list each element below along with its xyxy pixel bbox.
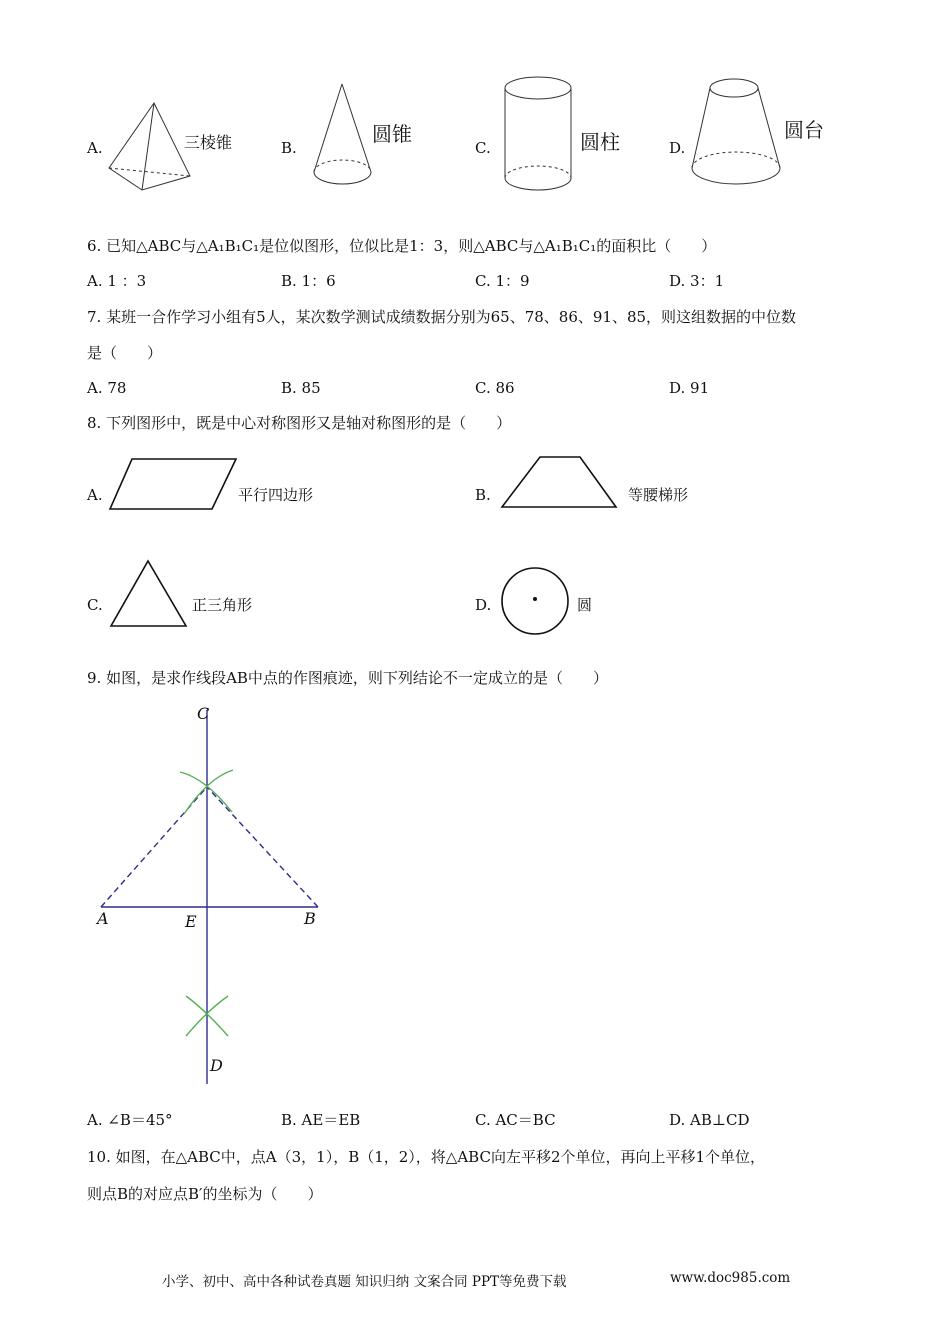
point-c-label: C [197,704,210,723]
q8-option-a-letter: A. [87,486,103,504]
q5-option-a-letter: A. [87,139,103,157]
q8-option-c-label: 正三角形 [192,596,253,614]
q9-option-c: C. AC＝BC [475,1111,556,1129]
q9-option-a: A. ∠B＝45° [87,1111,173,1129]
point-a-label: A [97,909,109,928]
point-b-label: B [304,909,316,928]
q8-option-d-letter: D. [475,596,492,614]
q8-option-c-letter: C. [87,596,103,614]
parallelogram-figure [108,456,240,514]
q6-option-b: B. 1：6 [281,272,336,290]
circle-figure [498,566,574,638]
footer-url-link[interactable]: www.doc985.com [670,1270,791,1286]
q7-option-c: C. 86 [475,379,515,397]
q8-option-a-label: 平行四边形 [238,486,314,504]
equilateral-triangle-figure [108,558,190,630]
point-e-label: E [185,912,197,931]
q8-option-b-letter: B. [475,486,491,504]
q10-text-line2: 则点B的对应点B′的坐标为（ ） [87,1185,323,1203]
q5-option-b-letter: B. [281,139,297,157]
q7-text-line1: 7. 某班一合作学习小组有5人，某次数学测试成绩数据分别为65、78、86、91、85，则这组数据的中位数 [87,308,797,326]
isosceles-trapezoid-figure [499,454,621,512]
q5-option-c-letter: C. [475,139,491,157]
cylinder-figure [500,74,578,196]
q8-text: 8. 下列图形中，既是中心对称图形又是轴对称图形的是（ ） [87,414,512,432]
q7-option-d: D. 91 [669,379,710,397]
q6-text: 6. 已知△ABC与△A₁B₁C₁是位似图形，位似比是1：3，则△ABC与△A₁B₁C₁的面积比（ ） [87,237,717,255]
q5-option-d-label: 圆台 [784,118,824,142]
q6-option-a: A. 1 ：3 [87,272,147,290]
q9-option-d: D. AB⊥CD [669,1111,750,1129]
q6-option-d: D. 3：1 [669,272,725,290]
point-d-label: D [210,1056,223,1075]
q5-option-c-label: 圆柱 [580,130,620,154]
footer-text: 小学、初中、高中各种试卷真题 知识归纳 文案合同 PPT等免费下载 [162,1274,567,1290]
q7-option-b: B. 85 [281,379,321,397]
q5-option-a-label: 三棱锥 [184,133,233,152]
q7-text-line2: 是（ ） [87,344,163,362]
q5-option-b-label: 圆锥 [372,122,412,146]
q8-option-b-label: 等腰梯形 [628,486,689,504]
q7-option-a: A. 78 [87,379,127,397]
q9-option-b: B. AE＝EB [281,1111,361,1129]
frustum-figure [688,72,788,194]
q10-text-line1: 10. 如图，在△ABC中，点A（3，1），B（1，2），将△ABC向左平移2个单位，再向上平移1个单位， [87,1148,766,1166]
cone-figure [308,80,378,192]
q9-text: 9. 如图，是求作线段AB中点的作图痕迹，则下列结论不一定成立的是（ ） [87,669,608,687]
triangular-pyramid-figure [104,98,194,194]
q8-option-d-label: 圆 [577,596,593,614]
q6-option-c: C. 1：9 [475,272,530,290]
q5-option-d-letter: D. [669,139,686,157]
